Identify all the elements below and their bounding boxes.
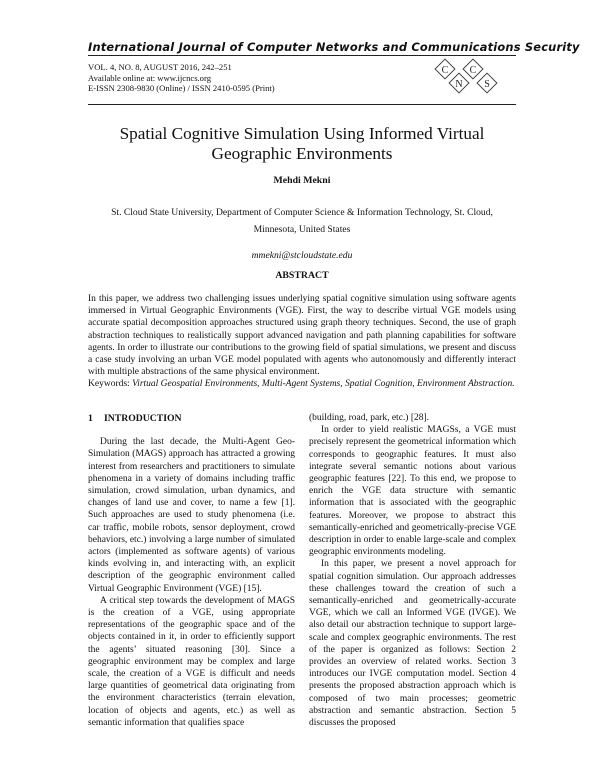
intro-paragraph-continued: (building, road, park, etc.) [28]. [309,413,430,423]
affiliation [104,204,500,238]
section-heading [88,413,295,425]
publication-meta [88,62,275,94]
logo-letter-1: C [441,65,449,76]
logo-letter-3: C [469,65,477,76]
right-column [309,412,516,729]
affiliation-line-1: St. Cloud State University, Department of Computer Science & Information Technology, St. Cloud, [111,207,493,218]
journal-title: International Journal of Computer Networks and Communications Security [88,40,580,54]
intro-paragraph-3: In order to yield realistic MAGSs, a VGE must precisely represent the geometrical information which corresponds to geographic features. It must also integrate several semantic notions about various geographic features [22]. To this end, we propose to enrich the VGE data structure with semantic information that is associated with the geographic features. Moreover, we propose to abstract this semantically-enriched and geometrically-precise VGE description in order to enable large-scale and complex geographic environments modeling. [309,425,516,558]
intro-paragraph-2: A critical step towards the development of MAGS is the creation of a VGE, using appropriate representations of the geographic space and of the objects contained in it, in order to efficiently support the agents’ situated reasoning [30]. Since a geographic environment may be complex and large scale, the creation of a VGE is difficult and needs large quantities of geometrical data originating from the environment characteristics (terrain elevation, location of objects and agents, etc.) as well as semantic information that qualifies space [88,595,295,728]
author-email: mmekni@stcloudstate.edu [251,250,353,261]
abstract-heading: ABSTRACT [275,270,329,281]
logo-letter-4: S [484,79,490,90]
author-name: Mehdi Mekni [273,175,331,186]
journal-logo [430,52,500,98]
intro-paragraph-4: In this paper, we present a novel approach for spatial cognition simulation. Our approach addresses these challenges toward the creation of such a semantically-enriched and geometrically-accurate VGE, which we call an Informed VGE (IVGE). We also detail our abstraction technique to support large-scale and complex geographic environments. The rest of the paper is organized as follows: Section 2 provides an overview of related works. Section 3 introduces our IVGE computation model. Section 4 presents the proposed abstraction approach which is composed of two main processes; geometric abstraction and semantic abstraction. Section 5 discusses the proposed [309,559,516,729]
keywords-value: Virtual Geospatial Environments, Multi-Agent Systems, Spatial Cognition, Environment Abstraction. [132,379,515,389]
left-column [88,412,295,729]
abstract-text: In this paper, we address two challenging issues underlying spatial cognitive simulation using software agents immersed in Virtual Geographic Environments (VGE). First, the way to describe virtual VGE models using accurate spatial decomposition approaches structured using graph theory techniques. Second, the use of graph abstraction techniques to realistically support advanced navigation and path planning capabilities for software agents. In order to illustrate our contributions to the growing field of spatial simulations, we present and discuss a case study involving an urban VGE model populated with agents who autonomously and differently interact with multiple abstractions of the same physical environment. [88,294,516,378]
issn-info: E-ISSN 2308-9830 (Online) / ISSN 2410-0595 (Print) [88,83,275,94]
intro-paragraph-1: During the last decade, the Multi-Agent Geo-Simulation (MAGS) approach has attracted a growing interest from researchers and practitioners to simulate phenomena in a variety of domains including traffic simulation, crowd simulation, urban dynamics, and changes of land use and cover, to name a few [1]. Such approaches are used to study phenomena (i.e. car traffic, mobile robots, sensor deployment, crowd behaviors, etc.) involving a large number of simulated actors (implemented as software agents) of various kinds evolving in, and interacting with, an explicit description of the geographic environment called Virtual Geographic Environment (VGE) [15]. [88,437,295,594]
online-info: Available online at: www.ijcncs.org [88,72,211,83]
keywords [88,378,516,390]
section-title: INTRODUCTION [104,413,182,424]
keywords-label: Keywords: [88,379,130,389]
header-divider [88,104,516,105]
paper-title: Spatial Cognitive Simulation Using Informed Virtual Geographic Environments [119,124,485,163]
section-number: 1 [88,413,93,424]
volume-info: VOL. 4, NO. 8, AUGUST 2016, 242–251 [88,62,232,72]
logo-letter-2: N [455,79,463,90]
affiliation-line-2: Minnesota, United States [253,224,351,235]
